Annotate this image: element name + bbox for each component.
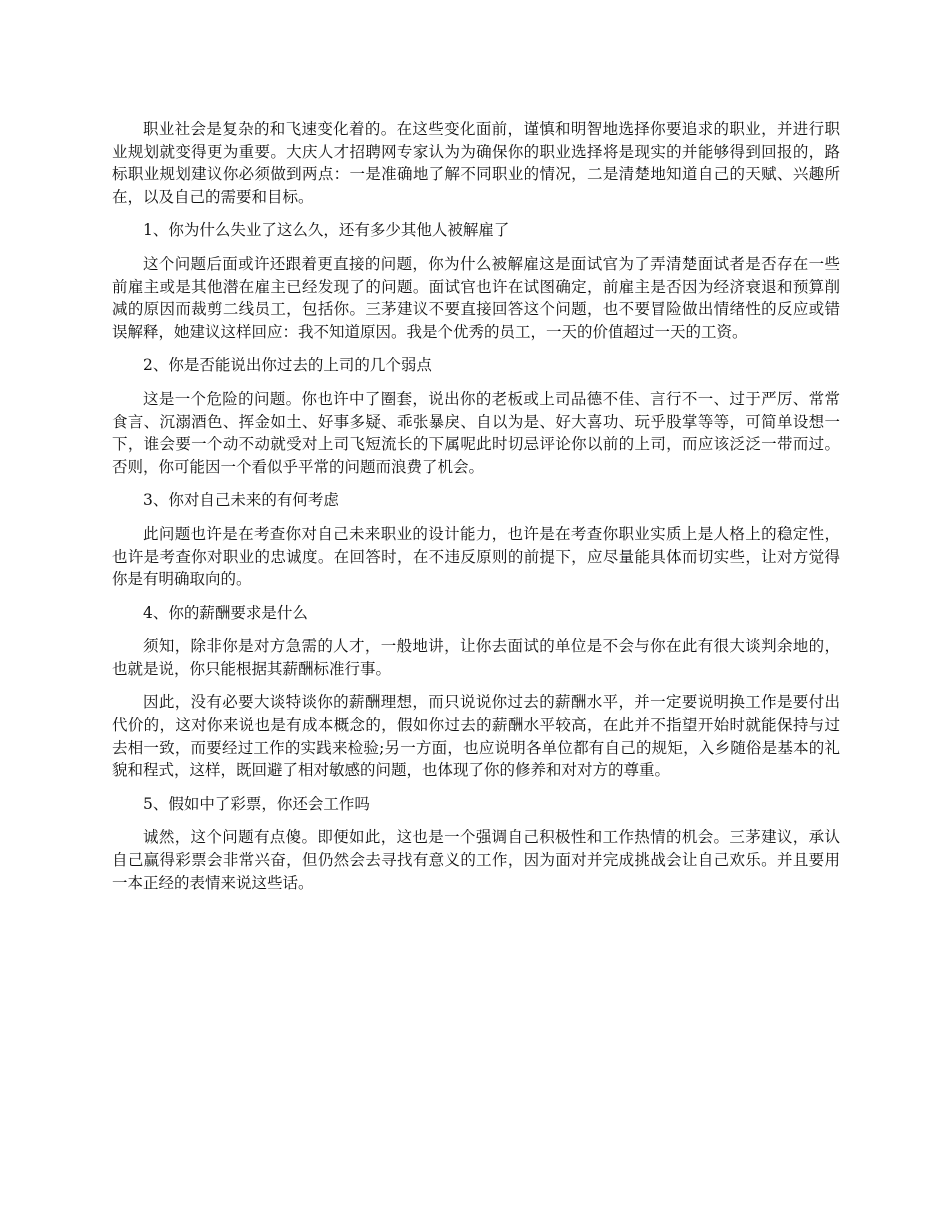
answer-paragraph-5: 诚然，这个问题有点傻。即便如此，这也是一个强调自己积极性和工作热情的机会。三茅建议，承认自己赢得彩票会非常兴奋，但仍然会去寻找有意义的工作，因为面对并完成挑战会让自己欢乐。并且要用一本正经的表情来说这些话。 [112,828,840,892]
question-heading-5: 5、假如中了彩票，你还会工作吗 [143,794,370,813]
question-heading-2: 2、你是否能说出你过去的上司的几个弱点 [143,356,432,375]
answer-paragraph-4b: 因此，没有必要大谈特谈你的薪酬理想，而只说说你过去的薪酬水平，并一定要说明换工作是要付出代价的，这对你来说也是有成本概念的，假如你过去的薪酬水平较高，在此并不指望开始时就能保持与过去相一致，而要经过工作的实践来检验;另一方面，也应说明各单位都有自己的规矩，入乡随俗是基本的礼貌和程式，这样，既回避了相对敏感的问题，也体现了你的修养和对对方的尊重。 [112,693,840,780]
question-heading-3: 3、你对自己未来的有何考虑 [143,491,339,510]
intro-paragraph: 职业社会是复杂的和飞速变化着的。在这些变化面前，谨慎和明智地选择你要追求的职业，并进行职业规划就变得更为重要。大庆人才招聘网专家认为为确保你的职业选择将是现实的并能够得到回报的，路标职业规划建议你必须做到两点：一是准确地了解不同职业的情况，二是清楚地知道自己的天赋、兴趣所在，以及自己的需要和目标。 [112,120,840,206]
answer-paragraph-2: 这是一个危险的问题。你也许中了圈套，说出你的老板或上司品德不佳、言行不一、过于严厉、常常食言、沉溺酒色、挥金如土、好事多疑、乖张暴戾、自以为是、好大喜功、玩乎股掌等等，可简单设想一下，谁会要一个动不动就受对上司飞短流长的下属呢此时切忌评论你以前的上司，而应该泛泛一带而过。否则，你可能因一个看似乎平常的问题而浪费了机会。 [112,389,840,476]
answer-paragraph-4a: 须知，除非你是对方急需的人才，一般地讲，让你去面试的单位是不会与你在此有很大谈判余地的，也就是说，你只能根据其薪酬标准行事。 [112,637,840,678]
question-heading-1: 1、你为什么失业了这么久，还有多少其他人被解雇了 [143,221,510,240]
document-body [112,118,840,905]
question-heading-4: 4、你的薪酬要求是什么 [143,603,308,622]
answer-paragraph-1: 这个问题后面或许还跟着更直接的问题，你为什么被解雇这是面试官为了弄清楚面试者是否存在一些前雇主或是其他潜在雇主已经发现了的问题。面试官也许在试图确定，前雇主是否因为经济衰退和预算削减的原因而裁剪二线员工，包括你。三茅建议不要直接回答这个问题，也不要冒险做出情绪性的反应或错误解释，她建议这样回应：我不知道原因。我是个优秀的员工，一天的价值超过一天的工资。 [112,254,840,341]
answer-paragraph-3: 此问题也许是在考查你对自己未来职业的设计能力，也许是在考查你职业实质上是人格上的稳定性，也许是考查你对职业的忠诚度。在回答时，在不违反原则的前提下，应尽量能具体而切实些，让对方觉得你是有明确取向的。 [112,524,840,589]
